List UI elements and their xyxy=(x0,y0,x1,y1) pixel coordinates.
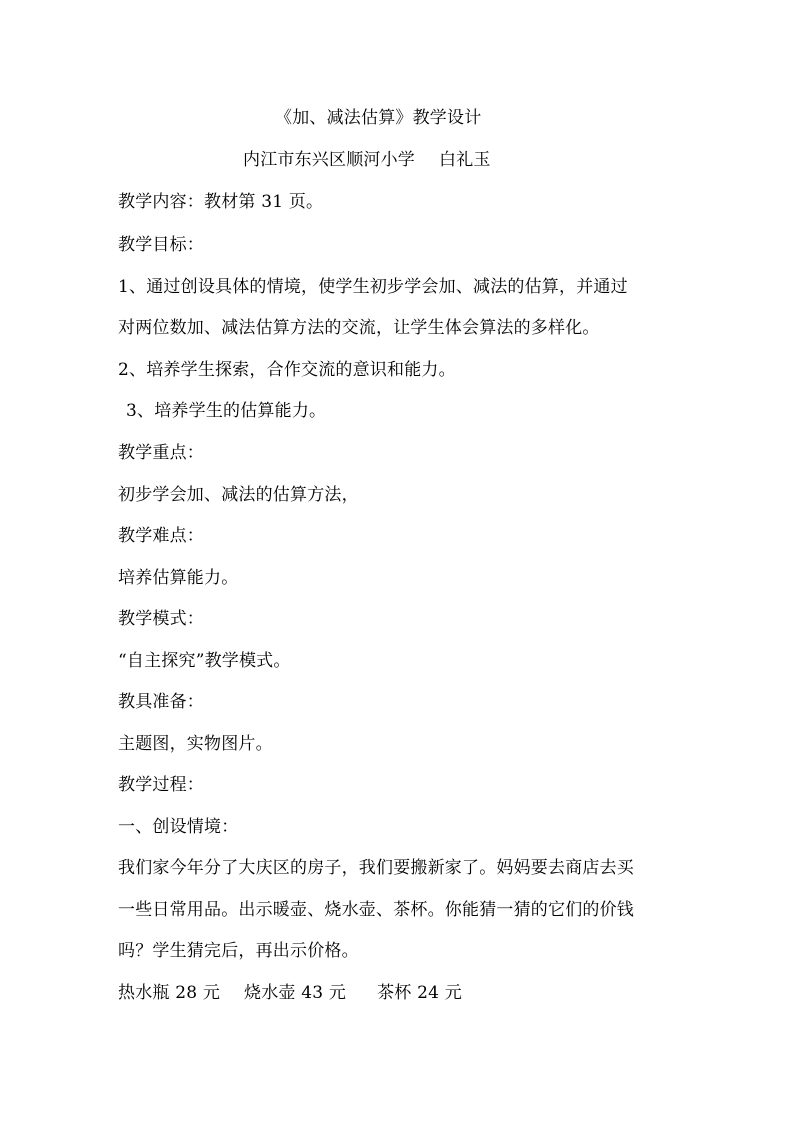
difficulty-text: 培养估算能力。 xyxy=(118,568,239,588)
goal-3-line: 3、培养学生的估算能力。 xyxy=(126,401,327,421)
price-kettle: 烧水壶 43 元 xyxy=(244,983,347,1003)
key-point-heading: 教学重点： xyxy=(118,443,204,463)
process-heading: 教学过程： xyxy=(118,775,204,795)
teaching-goals-heading: 教学目标： xyxy=(118,235,204,255)
goal-1-line-1: 1、通过创设具体的情境，使学生初步学会加、减法的估算，并通过 xyxy=(118,277,628,297)
price-line xyxy=(118,981,462,1005)
author-school: 内江市东兴区顺河小学 xyxy=(243,150,415,170)
paragraph-line-2: 一些日常用品。出示暖壶、烧水壶、茶杯。你能猜一猜的它们的价钱 xyxy=(118,900,634,920)
materials-heading: 教具准备： xyxy=(118,692,204,712)
teaching-mode-text: “自主探究”教学模式。 xyxy=(118,651,291,671)
price-thermos: 热水瓶 28 元 xyxy=(118,983,221,1003)
goal-2-line: 2、培养学生探索，合作交流的意识和能力。 xyxy=(118,360,456,380)
materials-text: 主题图，实物图片。 xyxy=(118,734,273,754)
section-1-heading: 一、创设情境： xyxy=(118,817,239,837)
author-name: 白礼玉 xyxy=(439,150,491,170)
goal-1-line-2: 对两位数加、减法估算方法的交流，让学生体会算法的多样化。 xyxy=(118,318,600,338)
teaching-mode-heading: 教学模式： xyxy=(118,609,204,629)
document-title: 《加、减法估算》教学设计 xyxy=(275,108,482,128)
difficulty-heading: 教学难点： xyxy=(118,526,204,546)
key-point-text: 初步学会加、减法的估算方法， xyxy=(118,485,359,505)
paragraph-line-1: 我们家今年分了大庆区的房子，我们要搬新家了。妈妈要去商店去买 xyxy=(118,858,634,878)
author-line xyxy=(243,148,491,172)
price-cup: 茶杯 24 元 xyxy=(377,983,462,1003)
teaching-content-line: 教学内容：教材第 31 页。 xyxy=(118,192,324,212)
paragraph-line-3: 吗？学生猜完后，再出示价格。 xyxy=(118,941,359,961)
